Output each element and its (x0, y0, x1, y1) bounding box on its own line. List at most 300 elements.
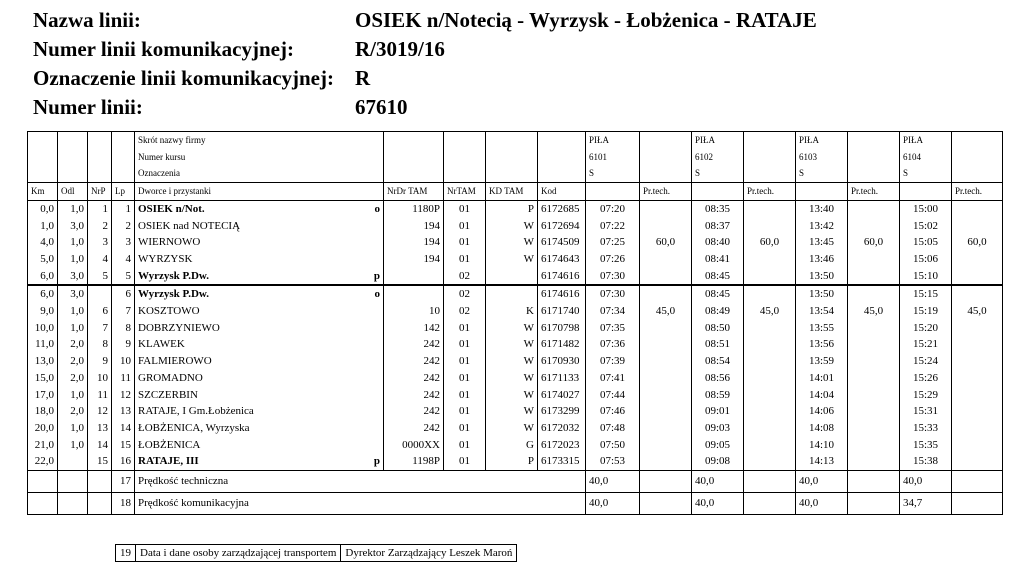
odl-cell: 1,0 (58, 387, 88, 404)
prtech-cell (640, 370, 692, 387)
odl-cell: 1,0 (58, 320, 88, 337)
kod-cell: 6174643 (538, 251, 586, 268)
route-number-value: 67610 (355, 95, 408, 119)
prtech-cell (952, 320, 1003, 337)
prtech-cell (744, 387, 796, 404)
kd-cell: W (486, 234, 538, 251)
nrdr-cell: 194 (384, 251, 444, 268)
nrp-cell: 4 (88, 251, 112, 268)
time-cell: 07:20 (586, 200, 640, 217)
table-row (28, 268, 1003, 286)
time-cell: 13:54 (796, 303, 848, 320)
line-name-value: OSIEK n/Notecią - Wyrzysk - Łobżenica - RATAJE (355, 8, 817, 32)
time-cell: 08:41 (692, 251, 744, 268)
nrp-cell: 15 (88, 453, 112, 470)
time-cell: 15:02 (900, 218, 952, 235)
summary-value: 40,0 (586, 493, 640, 515)
prtech-cell (952, 353, 1003, 370)
prtech-cell (640, 251, 692, 268)
line-code-label: Oznaczenie linii komunikacyjnej: (33, 66, 334, 90)
course-number: 6103 (796, 149, 848, 166)
table-row (28, 285, 1003, 303)
prtech-cell (848, 218, 900, 235)
nrtam-cell: 01 (444, 353, 486, 370)
empty-cell (538, 149, 586, 166)
line-number-value: R/3019/16 (355, 37, 445, 61)
time-cell: 15:15 (900, 285, 952, 303)
km-cell: 6,0 (28, 268, 58, 286)
prtech-cell (640, 353, 692, 370)
odl-cell: 2,0 (58, 353, 88, 370)
km-cell: 21,0 (28, 437, 58, 454)
table-row (28, 370, 1003, 387)
empty-cell (486, 149, 538, 166)
kd-cell: W (486, 420, 538, 437)
prtech-cell (952, 268, 1003, 286)
stop-cell (135, 200, 384, 217)
line-number-label: Numer linii komunikacyjnej: (33, 37, 294, 61)
nrp-cell (88, 285, 112, 303)
prtech-cell (640, 403, 692, 420)
nrdr-cell: 242 (384, 420, 444, 437)
nrp-cell: 1 (88, 200, 112, 217)
prtech-cell (744, 320, 796, 337)
meta-label: Skrót nazwy firmy (135, 132, 384, 149)
summary-value: 40,0 (586, 471, 640, 493)
col-header-nrp: NrP (88, 183, 112, 201)
stop-name: WYRZYSK (138, 252, 193, 265)
course-firm: PIŁA (796, 132, 848, 149)
lp-cell: 10 (112, 353, 135, 370)
empty-cell (28, 165, 58, 182)
empty-cell (640, 165, 692, 182)
col-header-nrdr: NrDr TAM (384, 183, 444, 201)
prtech-cell (848, 353, 900, 370)
col-header-prtech: Pr.tech. (848, 183, 900, 201)
prtech-cell (952, 387, 1003, 404)
time-cell: 15:00 (900, 200, 952, 217)
time-cell: 13:56 (796, 336, 848, 353)
summary-lp: 18 (112, 493, 135, 515)
time-cell: 08:37 (692, 218, 744, 235)
nrp-cell: 10 (88, 370, 112, 387)
odl-cell: 3,0 (58, 285, 88, 303)
time-cell: 07:30 (586, 285, 640, 303)
lp-cell: 13 (112, 403, 135, 420)
col-header-prtech: Pr.tech. (744, 183, 796, 201)
course-firm: PIŁA (900, 132, 952, 149)
kd-cell: G (486, 437, 538, 454)
table-row (28, 403, 1003, 420)
prtech-cell (640, 336, 692, 353)
time-cell: 09:08 (692, 453, 744, 470)
kd-cell (486, 285, 538, 303)
empty-cell (640, 149, 692, 166)
summary-value: 40,0 (900, 471, 952, 493)
time-cell: 09:01 (692, 403, 744, 420)
km-cell: 22,0 (28, 453, 58, 470)
header-row-3 (33, 66, 371, 90)
time-cell: 14:13 (796, 453, 848, 470)
time-cell: 07:25 (586, 234, 640, 251)
line-name-label: Nazwa linii: (33, 8, 141, 32)
empty-cell (384, 149, 444, 166)
lp-cell: 2 (112, 218, 135, 235)
odl-cell: 1,0 (58, 251, 88, 268)
empty-cell (952, 149, 1003, 166)
prtech-cell (744, 218, 796, 235)
empty-cell (586, 183, 640, 201)
stop-name: DOBRZYNIEWO (138, 321, 220, 334)
empty-cell (444, 132, 486, 149)
nrtam-cell: 01 (444, 200, 486, 217)
course-mark: S (586, 165, 640, 182)
nrdr-cell: 242 (384, 336, 444, 353)
odl-cell: 1,0 (58, 420, 88, 437)
nrtam-cell: 01 (444, 320, 486, 337)
prtech-cell: 60,0 (744, 234, 796, 251)
empty-cell (28, 471, 58, 493)
prtech-cell (640, 387, 692, 404)
stop-name: RATAJE, III (138, 455, 199, 468)
empty-cell (486, 165, 538, 182)
kd-cell: W (486, 387, 538, 404)
col-header-stop: Dworce i przystanki (135, 183, 384, 201)
kod-cell: 6170930 (538, 353, 586, 370)
nrp-cell: 7 (88, 320, 112, 337)
stop-name: OSIEK n/Not. (138, 202, 205, 215)
kod-cell: 6172694 (538, 218, 586, 235)
stop-cell (135, 403, 384, 420)
kd-cell: W (486, 251, 538, 268)
stop-mark: p (373, 455, 380, 468)
time-cell: 07:30 (586, 268, 640, 286)
empty-cell (744, 493, 796, 515)
stop-cell (135, 453, 384, 470)
stop-name: WIERNOWO (138, 236, 201, 249)
nrp-cell: 3 (88, 234, 112, 251)
time-cell: 07:44 (586, 387, 640, 404)
empty-cell (640, 132, 692, 149)
stop-cell (135, 336, 384, 353)
summary-label: Prędkość komunikacyjna (135, 493, 586, 515)
time-cell: 15:26 (900, 370, 952, 387)
kd-cell: W (486, 320, 538, 337)
odl-cell: 1,0 (58, 437, 88, 454)
odl-cell: 1,0 (58, 234, 88, 251)
meta-label: Oznaczenia (135, 165, 384, 182)
kd-cell: K (486, 303, 538, 320)
empty-cell (88, 165, 112, 182)
empty-cell (538, 165, 586, 182)
empty-cell (848, 165, 900, 182)
nrp-cell: 2 (88, 218, 112, 235)
time-cell: 15:35 (900, 437, 952, 454)
time-cell: 08:51 (692, 336, 744, 353)
stop-cell (135, 218, 384, 235)
course-firm: PIŁA (586, 132, 640, 149)
time-cell: 07:50 (586, 437, 640, 454)
time-cell: 07:22 (586, 218, 640, 235)
kd-cell: W (486, 403, 538, 420)
summary-row (28, 471, 1003, 493)
prtech-cell (848, 320, 900, 337)
prtech-cell (952, 251, 1003, 268)
course-mark: S (900, 165, 952, 182)
time-cell: 15:33 (900, 420, 952, 437)
course-mark: S (692, 165, 744, 182)
stop-cell (135, 234, 384, 251)
header-row-2 (33, 37, 445, 61)
stop-name: KOSZTOWO (138, 305, 200, 318)
stop-name: Wyrzysk P.Dw. (138, 269, 209, 282)
prtech-cell (640, 200, 692, 217)
time-cell: 08:35 (692, 200, 744, 217)
km-cell: 1,0 (28, 218, 58, 235)
prtech-cell (952, 437, 1003, 454)
nrdr-cell: 194 (384, 234, 444, 251)
stop-cell (135, 320, 384, 337)
empty-cell (640, 493, 692, 515)
empty-cell (640, 471, 692, 493)
footer-label: Data i dane osoby zarządzającej transportem (136, 545, 341, 562)
course-number: 6104 (900, 149, 952, 166)
col-header-odl: Odl (58, 183, 88, 201)
time-cell: 07:35 (586, 320, 640, 337)
empty-cell (744, 471, 796, 493)
lp-cell: 3 (112, 234, 135, 251)
kod-cell: 6172685 (538, 200, 586, 217)
stop-mark: o (374, 202, 380, 215)
empty-cell (486, 132, 538, 149)
nrtam-cell: 01 (444, 234, 486, 251)
time-cell: 15:29 (900, 387, 952, 404)
prtech-cell (952, 453, 1003, 470)
prtech-cell: 60,0 (952, 234, 1003, 251)
stop-mark: o (374, 288, 380, 301)
time-cell: 07:26 (586, 251, 640, 268)
prtech-cell (848, 200, 900, 217)
kod-cell: 6170798 (538, 320, 586, 337)
lp-cell: 9 (112, 336, 135, 353)
time-cell: 07:39 (586, 353, 640, 370)
km-cell: 13,0 (28, 353, 58, 370)
prtech-cell (952, 403, 1003, 420)
nrdr-cell: 0000XX (384, 437, 444, 454)
time-cell: 14:10 (796, 437, 848, 454)
lp-cell: 5 (112, 268, 135, 286)
time-cell: 08:40 (692, 234, 744, 251)
empty-cell (444, 165, 486, 182)
stop-cell (135, 370, 384, 387)
course-mark: S (796, 165, 848, 182)
prtech-cell: 45,0 (848, 303, 900, 320)
prtech-cell (848, 251, 900, 268)
odl-cell: 2,0 (58, 336, 88, 353)
col-header-prtech: Pr.tech. (640, 183, 692, 201)
nrtam-cell: 02 (444, 303, 486, 320)
empty-cell (112, 165, 135, 182)
table-row (28, 453, 1003, 470)
stop-name: KLAWEK (138, 338, 185, 351)
nrtam-cell: 01 (444, 251, 486, 268)
kod-cell: 6173315 (538, 453, 586, 470)
prtech-cell (744, 437, 796, 454)
odl-cell: 3,0 (58, 268, 88, 286)
stop-cell (135, 251, 384, 268)
prtech-cell (744, 420, 796, 437)
header-row-1 (33, 8, 817, 32)
prtech-cell (952, 336, 1003, 353)
prtech-cell (952, 285, 1003, 303)
prtech-cell (952, 200, 1003, 217)
kod-cell: 6171740 (538, 303, 586, 320)
empty-cell (88, 149, 112, 166)
lp-cell: 15 (112, 437, 135, 454)
prtech-cell (640, 453, 692, 470)
lp-cell: 6 (112, 285, 135, 303)
header-row-4 (33, 95, 408, 119)
lp-cell: 1 (112, 200, 135, 217)
col-header-nrtam: NrTAM (444, 183, 486, 201)
nrtam-cell: 02 (444, 285, 486, 303)
prtech-cell (744, 200, 796, 217)
empty-cell (88, 132, 112, 149)
time-cell: 08:49 (692, 303, 744, 320)
nrp-cell: 9 (88, 353, 112, 370)
nrp-cell: 5 (88, 268, 112, 286)
prtech-cell (952, 218, 1003, 235)
stop-name: SZCZERBIN (138, 388, 198, 401)
time-cell: 14:04 (796, 387, 848, 404)
stop-name: Wyrzysk P.Dw. (138, 288, 209, 301)
summary-value: 40,0 (692, 471, 744, 493)
nrp-cell: 8 (88, 336, 112, 353)
prtech-cell (744, 453, 796, 470)
time-cell: 13:40 (796, 200, 848, 217)
empty-cell (88, 471, 112, 493)
odl-cell: 2,0 (58, 403, 88, 420)
nrp-cell: 14 (88, 437, 112, 454)
prtech-cell (744, 251, 796, 268)
prtech-cell (848, 403, 900, 420)
prtech-cell: 60,0 (640, 234, 692, 251)
kod-cell: 6174027 (538, 387, 586, 404)
nrdr-cell: 242 (384, 353, 444, 370)
time-cell: 07:53 (586, 453, 640, 470)
prtech-cell (848, 336, 900, 353)
time-cell: 08:45 (692, 285, 744, 303)
col-header-lp: Lp (112, 183, 135, 201)
time-cell: 15:20 (900, 320, 952, 337)
nrp-cell: 13 (88, 420, 112, 437)
empty-cell (58, 471, 88, 493)
table-row (28, 336, 1003, 353)
time-cell: 15:38 (900, 453, 952, 470)
prtech-cell (744, 403, 796, 420)
kod-cell: 6173299 (538, 403, 586, 420)
time-cell: 08:54 (692, 353, 744, 370)
lp-cell: 7 (112, 303, 135, 320)
kd-cell: W (486, 353, 538, 370)
nrtam-cell: 01 (444, 336, 486, 353)
prtech-cell (744, 370, 796, 387)
col-header-kdtam: KD TAM (486, 183, 538, 201)
time-cell: 13:45 (796, 234, 848, 251)
stop-name: ŁOBŻENICA, Wyrzyska (138, 421, 250, 434)
footer-lp: 19 (116, 545, 136, 562)
km-cell: 18,0 (28, 403, 58, 420)
prtech-cell (848, 268, 900, 286)
time-cell: 08:45 (692, 268, 744, 286)
empty-cell (796, 183, 848, 201)
kod-cell: 6174616 (538, 268, 586, 286)
kod-cell: 6172023 (538, 437, 586, 454)
timetable (27, 131, 1003, 515)
empty-cell (88, 493, 112, 515)
prtech-cell (848, 285, 900, 303)
time-cell: 15:05 (900, 234, 952, 251)
nrtam-cell: 02 (444, 268, 486, 286)
km-cell: 11,0 (28, 336, 58, 353)
table-row (28, 251, 1003, 268)
course-number: 6101 (586, 149, 640, 166)
time-cell: 13:42 (796, 218, 848, 235)
stop-cell (135, 420, 384, 437)
time-cell: 13:55 (796, 320, 848, 337)
empty-cell (58, 493, 88, 515)
stop-cell (135, 303, 384, 320)
stop-cell (135, 437, 384, 454)
prtech-cell (640, 437, 692, 454)
prtech-cell (640, 218, 692, 235)
kd-cell: W (486, 218, 538, 235)
time-cell: 09:05 (692, 437, 744, 454)
summary-label: Prędkość techniczna (135, 471, 586, 493)
table-row (28, 437, 1003, 454)
nrdr-cell: 242 (384, 387, 444, 404)
stop-name: GROMADNO (138, 371, 203, 384)
table-row (28, 320, 1003, 337)
summary-value: 40,0 (796, 493, 848, 515)
prtech-cell (848, 370, 900, 387)
stop-cell (135, 285, 384, 303)
table-row (28, 387, 1003, 404)
prtech-cell (848, 437, 900, 454)
empty-cell (952, 471, 1003, 493)
time-cell: 09:03 (692, 420, 744, 437)
summary-lp: 17 (112, 471, 135, 493)
summary-value: 40,0 (796, 471, 848, 493)
prtech-cell (744, 285, 796, 303)
odl-cell: 1,0 (58, 200, 88, 217)
kod-cell: 6174509 (538, 234, 586, 251)
km-cell: 15,0 (28, 370, 58, 387)
empty-cell (28, 493, 58, 515)
kod-cell: 6172032 (538, 420, 586, 437)
lp-cell: 11 (112, 370, 135, 387)
time-cell: 13:59 (796, 353, 848, 370)
stop-cell (135, 353, 384, 370)
empty-cell (848, 493, 900, 515)
odl-cell: 3,0 (58, 218, 88, 235)
empty-cell (848, 149, 900, 166)
stop-name: RATAJE, I Gm.Łobżenica (138, 405, 254, 418)
time-cell: 15:10 (900, 268, 952, 286)
nrdr-cell: 142 (384, 320, 444, 337)
empty-cell (900, 183, 952, 201)
time-cell: 07:48 (586, 420, 640, 437)
